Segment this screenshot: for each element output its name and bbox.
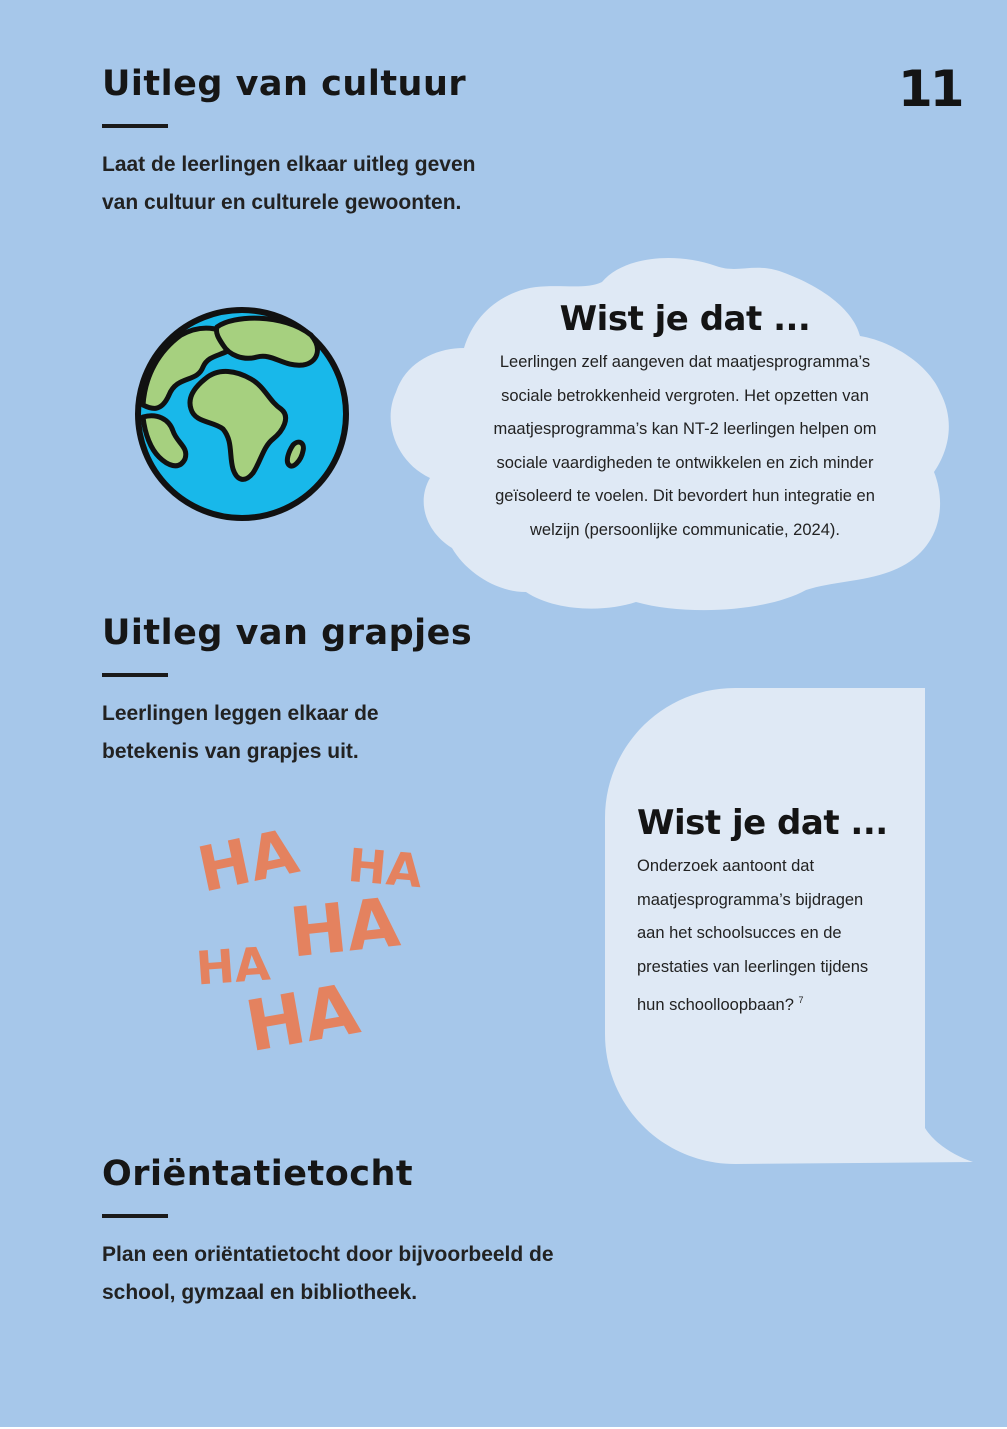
section-title: Uitleg van cultuur	[102, 64, 467, 104]
globe-icon	[133, 305, 351, 523]
page-number: 11	[898, 60, 962, 118]
body-line: Leerlingen leggen elkaar de	[102, 702, 379, 725]
section-joke-explanation	[102, 613, 622, 771]
body-line: betekenis van grapjes uit.	[102, 740, 359, 763]
fact-line: aan het schoolsucces en de	[637, 924, 842, 943]
section-body	[102, 695, 622, 771]
fact-cloud-title: Wist je dat ...	[559, 299, 811, 339]
fact-bubble-body	[637, 850, 927, 1023]
section-title: Oriëntatietocht	[102, 1154, 414, 1194]
fact-line: sociale betrokkenheid vergroten. Het opzetten van	[501, 386, 869, 405]
fact-line: prestaties van leerlingen tijdens	[637, 957, 869, 976]
fact-cloud	[430, 296, 940, 548]
fact-line: geïsoleerd te voelen. Dit bevordert hun integratie en	[495, 487, 875, 506]
title-underline	[102, 673, 168, 677]
section-title: Uitleg van grapjes	[102, 613, 473, 653]
fact-cloud-body	[430, 346, 940, 548]
title-underline	[102, 124, 168, 128]
body-line: Plan een oriëntatietocht door bijvoorbeeld de	[102, 1243, 554, 1266]
fact-line: maatjesprogramma’s kan NT-2 leerlingen helpen om	[493, 420, 877, 439]
laugh-word: HA	[345, 837, 425, 899]
fact-bubble	[637, 800, 927, 1023]
section-culture-explanation	[102, 64, 622, 222]
laughter-illustration	[190, 815, 450, 1075]
section-body	[102, 146, 622, 222]
laugh-word: HA	[191, 814, 305, 907]
laugh-word: HA	[194, 936, 272, 996]
fact-bubble-title: Wist je dat ...	[637, 803, 888, 843]
footnote-marker: 7	[798, 995, 804, 1006]
laugh-word: HA	[286, 883, 404, 974]
fact-line: maatjesprogramma’s bijdragen	[637, 890, 864, 909]
title-underline	[102, 1214, 168, 1218]
fact-line: welzijn (persoonlijke communicatie, 2024).	[530, 520, 840, 539]
body-line: school, gymzaal en bibliotheek.	[102, 1281, 418, 1304]
body-line: van cultuur en culturele gewoonten.	[102, 191, 462, 214]
laugh-word: HA	[239, 967, 366, 1069]
fact-line: Leerlingen zelf aangeven dat maatjesprogramma’s	[499, 353, 871, 371]
fact-line: Onderzoek aantoont dat	[637, 857, 815, 875]
section-orientation-tour	[102, 1154, 622, 1312]
fact-line: hun schoolloopbaan?	[637, 996, 794, 1015]
body-line: Laat de leerlingen elkaar uitleg geven	[102, 153, 476, 176]
section-body	[102, 1236, 622, 1312]
fact-line: sociale vaardigheden te ontwikkelen en zich minder	[496, 453, 874, 472]
